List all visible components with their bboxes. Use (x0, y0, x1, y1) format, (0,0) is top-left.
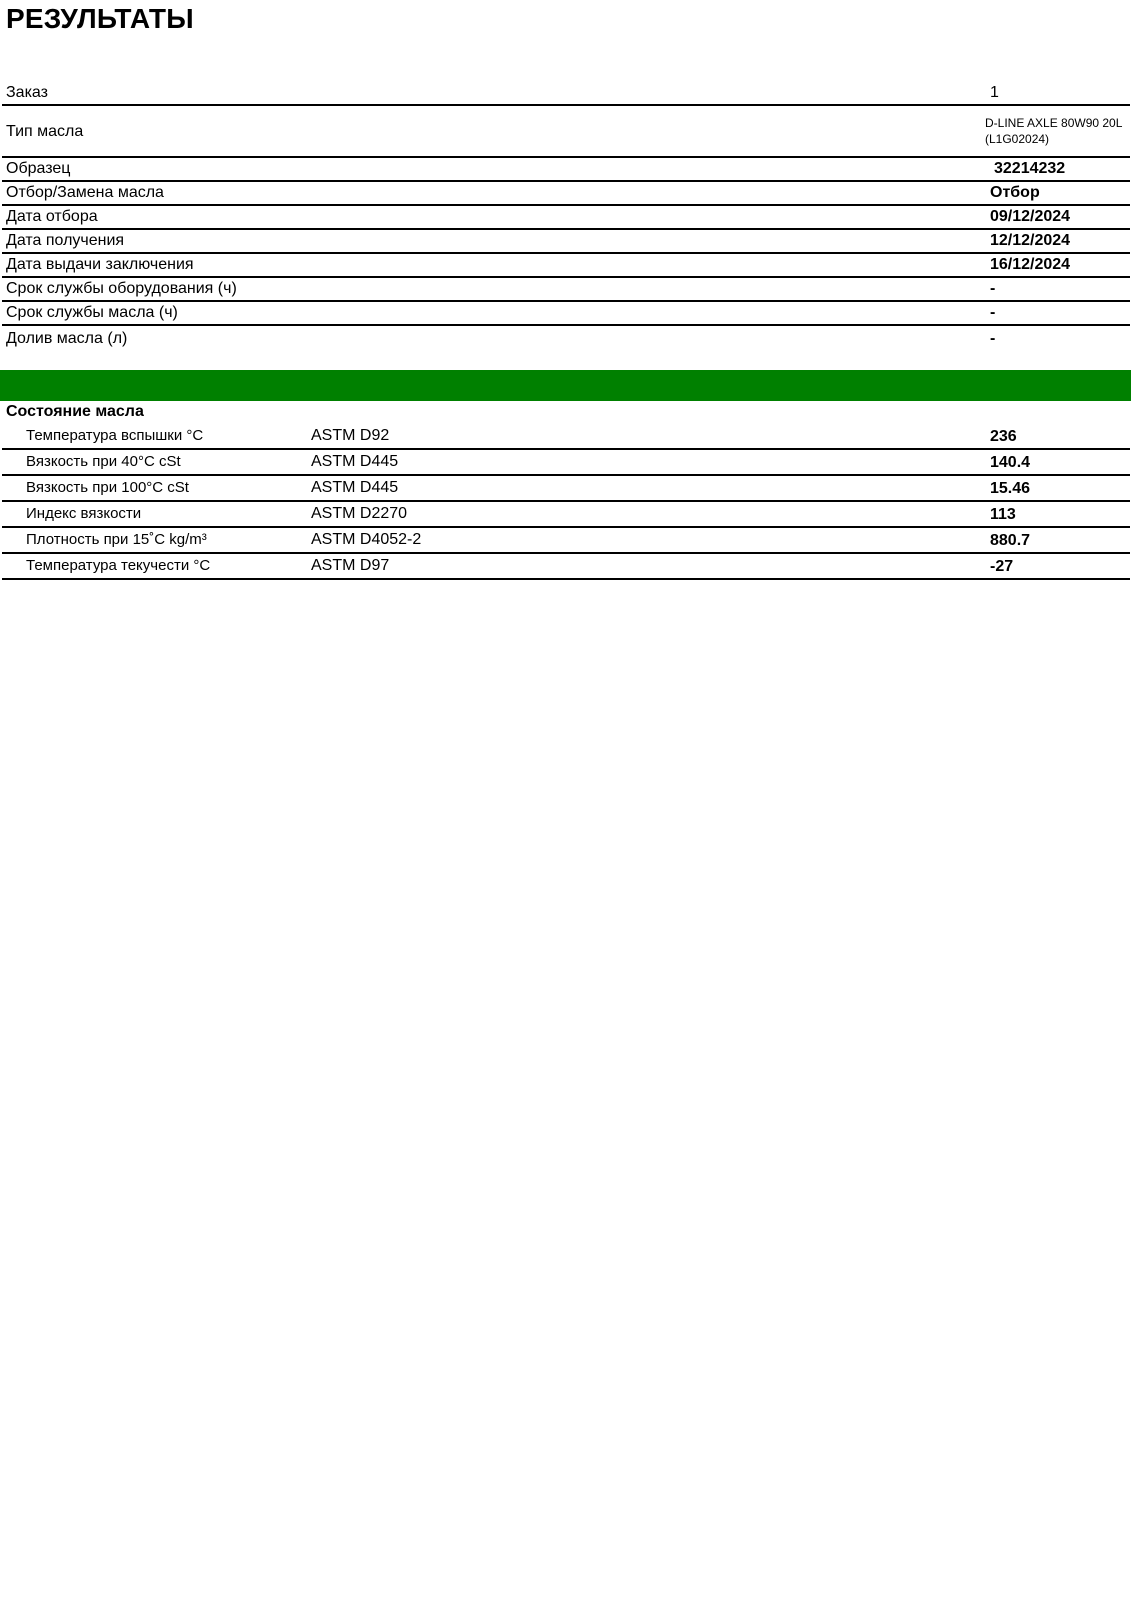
report-date-value: 16/12/2024 (990, 256, 1071, 273)
sampling-date-label: Дата отбора (6, 208, 98, 225)
result-parameter: Температура текучести °C (26, 557, 211, 574)
result-row (2, 528, 1130, 554)
info-row-sampling (2, 182, 1130, 206)
result-parameter: Индекс вязкости (26, 505, 142, 522)
results-table (2, 424, 1130, 580)
page-title: РЕЗУЛЬТАТЫ (6, 3, 194, 34)
result-value: 140.4 (990, 454, 1031, 471)
oil-topup-value: - (990, 330, 996, 347)
sample-value: 32214232 (994, 160, 1066, 177)
sample-label: Образец (6, 160, 71, 177)
result-method: ASTM D2270 (311, 505, 408, 522)
info-row-order (2, 82, 1130, 106)
result-row (2, 554, 1130, 580)
result-row (2, 424, 1130, 450)
sampling-label: Отбор/Замена масла (6, 184, 164, 201)
result-method: ASTM D4052-2 (311, 531, 421, 548)
oil-type-name: D-LINE AXLE 80W90 20L (985, 116, 1123, 130)
sampling-value: Отбор (990, 184, 1040, 201)
oil-type-code: (L1G02024) (985, 132, 1050, 146)
section-title: Состояние масла (6, 403, 144, 420)
status-color-bar (0, 370, 1131, 401)
result-parameter: Вязкость при 100°C cSt (26, 479, 189, 496)
sampling-date-value: 09/12/2024 (990, 208, 1071, 225)
result-method: ASTM D97 (311, 557, 390, 574)
result-parameter: Вязкость при 40°C cSt (26, 453, 181, 470)
oil-type-value (985, 115, 1130, 147)
received-date-label: Дата получения (6, 232, 125, 249)
info-row-equipment-life (2, 278, 1130, 302)
order-label: Заказ (6, 84, 48, 101)
result-value: 113 (990, 506, 1016, 523)
result-value: 880.7 (990, 532, 1031, 549)
info-row-received-date (2, 230, 1130, 254)
oil-topup-label: Долив масла (л) (6, 330, 128, 347)
oil-life-label: Срок службы масла (ч) (6, 304, 178, 321)
oil-life-value: - (990, 304, 996, 321)
order-value: 1 (990, 84, 999, 101)
result-value: 236 (990, 428, 1017, 445)
info-row-sample (2, 158, 1130, 182)
result-value: -27 (990, 558, 1014, 575)
equipment-life-label: Срок службы оборудования (ч) (6, 280, 237, 297)
result-row (2, 476, 1130, 502)
oil-type-label: Тип масла (6, 123, 84, 140)
result-row (2, 450, 1130, 476)
info-row-report-date (2, 254, 1130, 278)
equipment-life-value: - (990, 280, 996, 297)
info-row-oil-topup (2, 326, 1130, 350)
info-row-sampling-date (2, 206, 1130, 230)
result-method: ASTM D445 (311, 479, 399, 496)
received-date-value: 12/12/2024 (990, 232, 1071, 249)
result-parameter: Плотность при 15˚C kg/m³ (26, 531, 207, 548)
info-row-oil-type (2, 106, 1130, 158)
result-value: 15.46 (990, 480, 1031, 497)
info-row-oil-life (2, 302, 1130, 326)
result-method: ASTM D445 (311, 453, 399, 470)
result-method: ASTM D92 (311, 427, 390, 444)
sample-info-table (2, 82, 1130, 350)
report-date-label: Дата выдачи заключения (6, 256, 194, 273)
result-parameter: Температура вспышки °C (26, 427, 204, 444)
result-row (2, 502, 1130, 528)
